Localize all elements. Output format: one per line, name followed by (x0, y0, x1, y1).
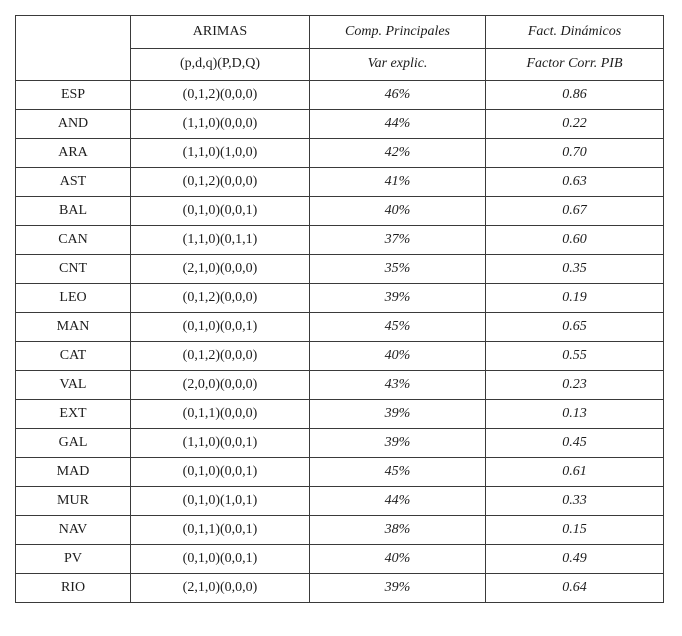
arima-spec-cell: (1,1,0)(1,0,0) (131, 139, 310, 168)
column-header-arimas: ARIMAS (131, 16, 310, 49)
region-code-cell: ESP (16, 81, 131, 110)
table-row (16, 168, 664, 197)
table-row (16, 400, 664, 429)
arima-comparison-table (15, 15, 664, 603)
factor-corr-cell: 0.19 (486, 284, 664, 313)
region-code-cell: CAT (16, 342, 131, 371)
subheader-var-explic: Var explic. (310, 48, 486, 81)
factor-corr-cell: 0.55 (486, 342, 664, 371)
table-row (16, 284, 664, 313)
region-code-cell: BAL (16, 197, 131, 226)
corner-cell (16, 16, 131, 81)
region-code-cell: MAD (16, 458, 131, 487)
var-explic-cell: 39% (310, 574, 486, 603)
factor-corr-cell: 0.35 (486, 255, 664, 284)
table-row (16, 313, 664, 342)
factor-corr-cell: 0.22 (486, 110, 664, 139)
table-row (16, 458, 664, 487)
var-explic-cell: 42% (310, 139, 486, 168)
var-explic-cell: 39% (310, 429, 486, 458)
table-row (16, 197, 664, 226)
region-code-cell: CAN (16, 226, 131, 255)
table-row (16, 255, 664, 284)
subheader-factor-corr-pib: Factor Corr. PIB (486, 48, 664, 81)
arima-spec-cell: (2,1,0)(0,0,0) (131, 255, 310, 284)
region-code-cell: MAN (16, 313, 131, 342)
var-explic-cell: 39% (310, 284, 486, 313)
region-code-cell: RIO (16, 574, 131, 603)
var-explic-cell: 41% (310, 168, 486, 197)
arima-spec-cell: (0,1,0)(0,0,1) (131, 458, 310, 487)
region-code-cell: AND (16, 110, 131, 139)
region-code-cell: EXT (16, 400, 131, 429)
var-explic-cell: 37% (310, 226, 486, 255)
table-row (16, 487, 664, 516)
region-code-cell: PV (16, 545, 131, 574)
var-explic-cell: 45% (310, 313, 486, 342)
table-row (16, 342, 664, 371)
var-explic-cell: 43% (310, 371, 486, 400)
factor-corr-cell: 0.67 (486, 197, 664, 226)
factor-corr-cell: 0.15 (486, 516, 664, 545)
var-explic-cell: 44% (310, 487, 486, 516)
table-body (16, 81, 664, 603)
table-row (16, 574, 664, 603)
arima-spec-cell: (0,1,2)(0,0,0) (131, 81, 310, 110)
factor-corr-cell: 0.45 (486, 429, 664, 458)
region-code-cell: ARA (16, 139, 131, 168)
region-code-cell: LEO (16, 284, 131, 313)
arima-spec-cell: (0,1,2)(0,0,0) (131, 284, 310, 313)
factor-corr-cell: 0.64 (486, 574, 664, 603)
factor-corr-cell: 0.70 (486, 139, 664, 168)
var-explic-cell: 45% (310, 458, 486, 487)
var-explic-cell: 44% (310, 110, 486, 139)
var-explic-cell: 35% (310, 255, 486, 284)
var-explic-cell: 39% (310, 400, 486, 429)
arima-spec-cell: (0,1,0)(0,0,1) (131, 197, 310, 226)
arima-spec-cell: (1,1,0)(0,0,0) (131, 110, 310, 139)
var-explic-cell: 40% (310, 545, 486, 574)
arima-spec-cell: (0,1,0)(1,0,1) (131, 487, 310, 516)
arima-spec-cell: (0,1,0)(0,0,1) (131, 545, 310, 574)
table-row (16, 110, 664, 139)
region-code-cell: CNT (16, 255, 131, 284)
arima-spec-cell: (0,1,2)(0,0,0) (131, 168, 310, 197)
var-explic-cell: 46% (310, 81, 486, 110)
table-row (16, 516, 664, 545)
table-row (16, 371, 664, 400)
factor-corr-cell: 0.60 (486, 226, 664, 255)
arima-spec-cell: (2,0,0)(0,0,0) (131, 371, 310, 400)
arima-spec-cell: (0,1,1)(0,0,1) (131, 516, 310, 545)
factor-corr-cell: 0.61 (486, 458, 664, 487)
column-header-fact-dinamicos: Fact. Dinámicos (486, 16, 664, 49)
factor-corr-cell: 0.49 (486, 545, 664, 574)
subheader-pdq: (p,d,q)(P,D,Q) (131, 48, 310, 81)
arima-spec-cell: (0,1,0)(0,0,1) (131, 313, 310, 342)
header-row-titles (16, 16, 664, 49)
arima-spec-cell: (1,1,0)(0,0,1) (131, 429, 310, 458)
table-row (16, 226, 664, 255)
var-explic-cell: 40% (310, 197, 486, 226)
factor-corr-cell: 0.23 (486, 371, 664, 400)
results-table-container (15, 15, 664, 603)
region-code-cell: AST (16, 168, 131, 197)
table-row (16, 139, 664, 168)
var-explic-cell: 38% (310, 516, 486, 545)
table-row (16, 545, 664, 574)
region-code-cell: GAL (16, 429, 131, 458)
factor-corr-cell: 0.65 (486, 313, 664, 342)
region-code-cell: NAV (16, 516, 131, 545)
factor-corr-cell: 0.33 (486, 487, 664, 516)
arima-spec-cell: (0,1,2)(0,0,0) (131, 342, 310, 371)
region-code-cell: VAL (16, 371, 131, 400)
table-row (16, 81, 664, 110)
factor-corr-cell: 0.86 (486, 81, 664, 110)
table-row (16, 429, 664, 458)
arima-spec-cell: (0,1,1)(0,0,0) (131, 400, 310, 429)
arima-spec-cell: (1,1,0)(0,1,1) (131, 226, 310, 255)
factor-corr-cell: 0.63 (486, 168, 664, 197)
region-code-cell: MUR (16, 487, 131, 516)
arima-spec-cell: (2,1,0)(0,0,0) (131, 574, 310, 603)
factor-corr-cell: 0.13 (486, 400, 664, 429)
column-header-comp-principales: Comp. Principales (310, 16, 486, 49)
var-explic-cell: 40% (310, 342, 486, 371)
